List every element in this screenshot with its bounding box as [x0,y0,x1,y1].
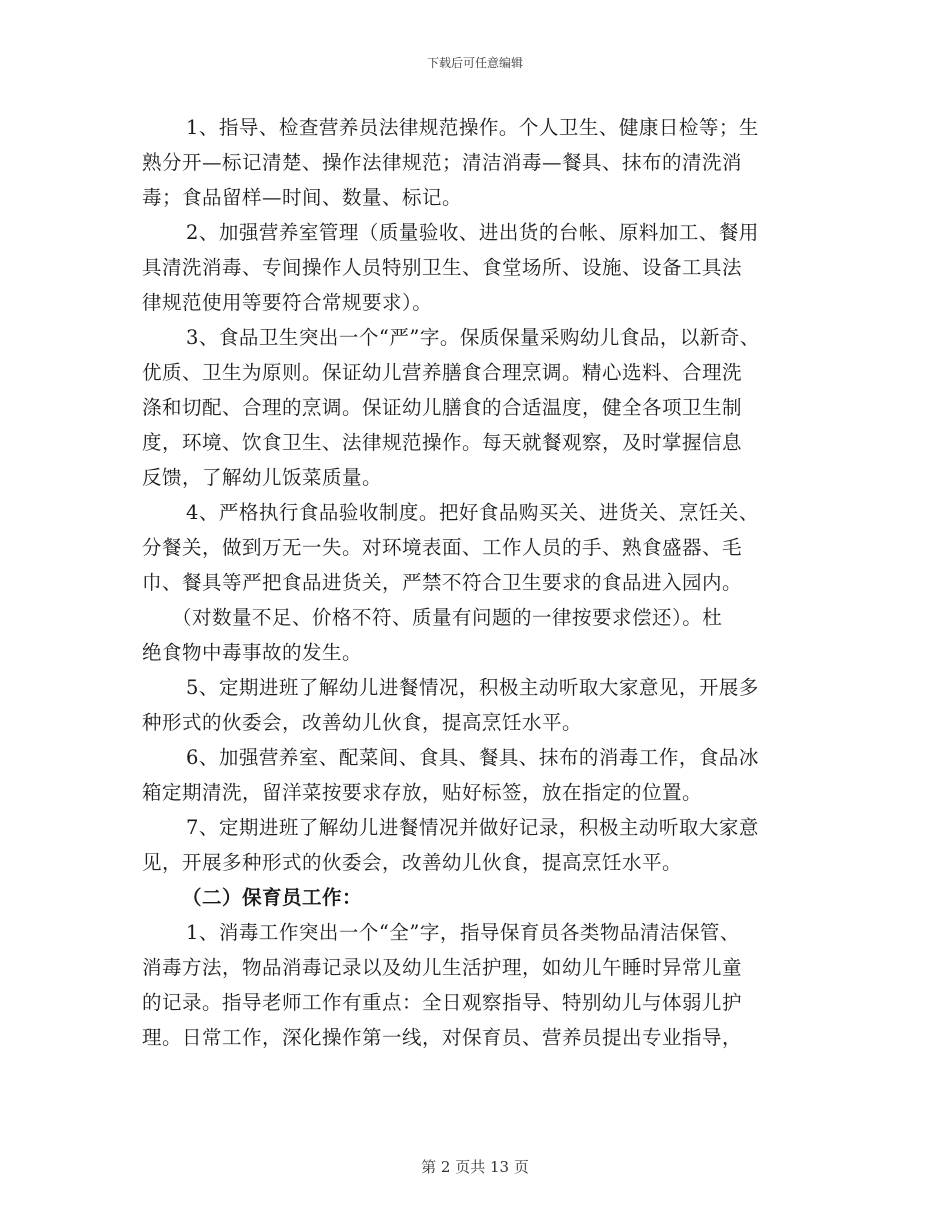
text-line: 3、食品卫生突出一个“严”字。保质保量采购幼儿食品，以新奇、 [186,326,760,349]
text-line: 箱定期清洗，留洋菜按要求存放，贴好标签，放在指定的位置。 [142,781,703,804]
text-line: 见，开展多种形式的伙委会，改善幼儿伙食，提高烹饪水平。 [142,851,683,874]
text-line: 熟分开—标记清楚、操作法律规范；清洁消毒—餐具、抹布的清洗消 [142,151,743,174]
text-line: 绝食物中毒事故的发生。 [142,641,363,664]
text-line: 毒；食品留样—时间、数量、标记。 [142,186,463,209]
text-line: 分餐关，做到万无一失。对环境表面、工作人员的手、熟食盛器、毛 [142,536,743,559]
text-line: 具清洗消毒、专间操作人员特别卫生、食堂场所、设施、设备工具法 [142,256,743,279]
document-body [142,110,822,1055]
page-header: 下载后可任意编辑 [426,56,523,70]
text-line: 度，环境、饮食卫生、法律规范操作。每天就餐观察，及时掌握信息 [142,431,743,454]
text-line: 种形式的伙委会，改善幼儿伙食，提高烹饪水平。 [142,711,583,734]
text-line: 1、消毒工作突出一个“全”字，指导保育员各类物品清洁保管、 [186,921,740,944]
text-line: 5、定期进班了解幼儿进餐情况，积极主动听取大家意见，开展多 [186,676,759,699]
text-line: 优质、卫生为原则。保证幼儿营养膳食合理烹调。精心选料、合理洗 [142,361,743,384]
text-line: 律规范使用等要符合常规要求）。 [142,291,433,314]
text-line: （对数量不足、价格不符、质量有问题的一律按要求偿还）。杜 [172,606,723,629]
text-line: 6、加强营养室、配菜间、食具、餐具、抹布的消毒工作，食品冰 [186,746,759,769]
text-line: 4、严格执行食品验收制度。把好食品购买关、进货关、烹饪关、 [186,501,759,524]
text-line: 反馈，了解幼儿饭菜质量。 [142,466,383,489]
text-line: 巾、餐具等严把食品进货关，严禁不符合卫生要求的食品进入园内。 [142,571,743,594]
text-line: 涤和切配、合理的烹调。保证幼儿膳食的合适温度，健全各项卫生制 [142,396,743,419]
text-line: 2、加强营养室管理（质量验收、进出货的台帐、原料加工、餐用 [186,221,759,244]
section-heading: （二）保育员工作： [182,886,363,909]
text-line: 的记录。指导老师工作有重点：全日观察指导、特别幼儿与体弱儿护 [142,991,743,1014]
text-line: 消毒方法，物品消毒记录以及幼儿生活护理，如幼儿午睡时异常儿童 [142,956,743,979]
text-line: 理。日常工作，深化操作第一线，对保育员、营养员提出专业指导， [142,1026,743,1049]
page-footer: 第 2 页共 13 页 [421,1158,529,1176]
text-line: 1、指导、检查营养员法律规范操作。个人卫生、健康日检等；生 [186,116,759,139]
text-line: 7、定期进班了解幼儿进餐情况并做好记录，积极主动听取大家意 [186,816,759,839]
